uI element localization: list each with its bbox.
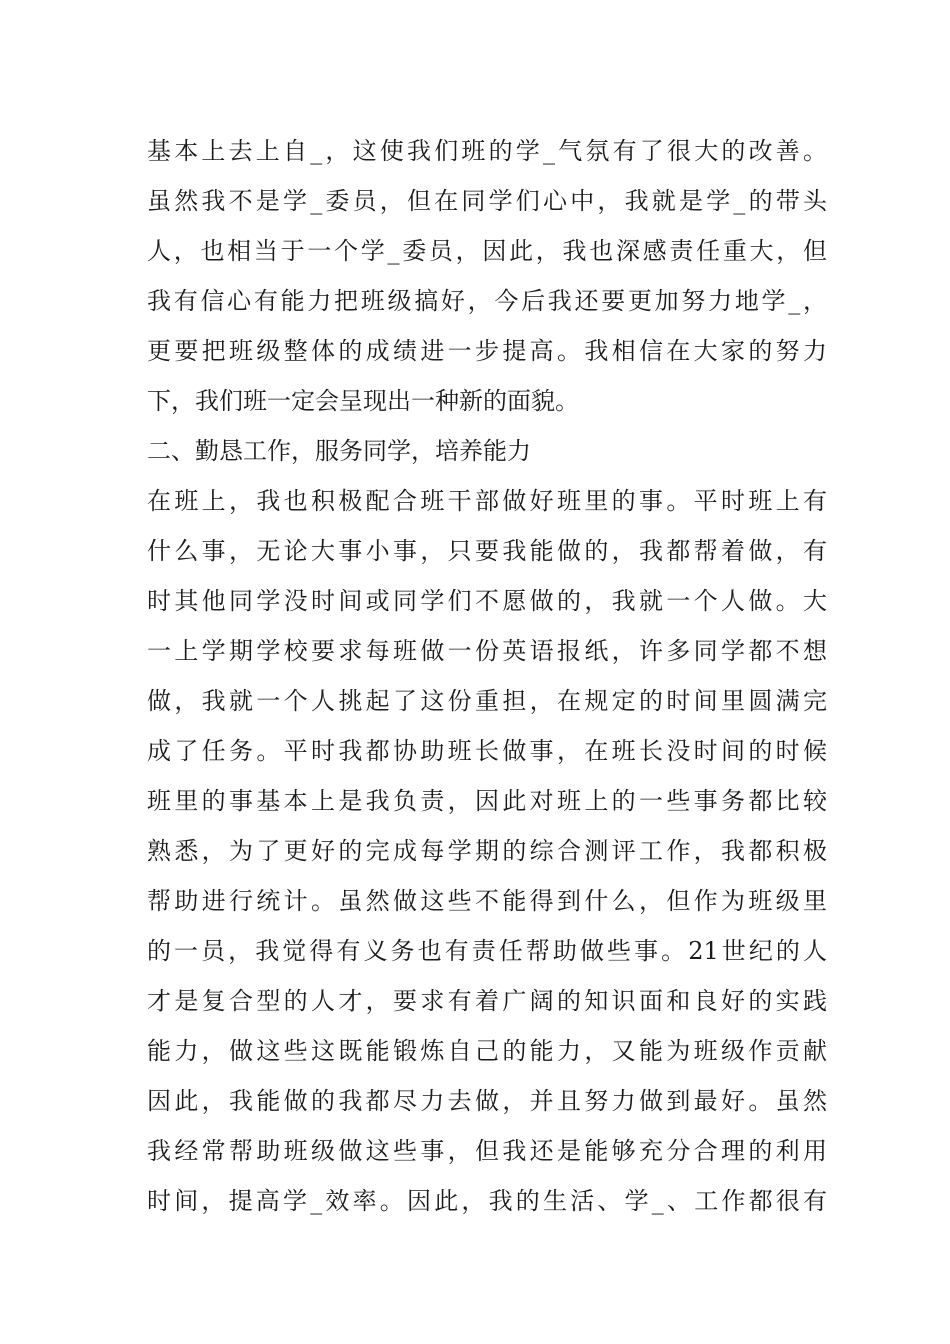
text-line: 下，我们班一定会呈现出一种新的面貌。 bbox=[147, 387, 579, 415]
text-line: 帮助进行统计。虽然做这些不能得到什么，但作为班级里 bbox=[147, 887, 827, 915]
text-line: 时间，提高学_效率。因此，我的生活、学_、工作都很有 bbox=[147, 1187, 827, 1215]
text-line: 基本上去上自_，这使我们班的学_气氛有了很大的改善。 bbox=[147, 137, 827, 165]
section-heading: 二、勤恳工作，服务同学，培养能力 bbox=[147, 437, 531, 465]
text-line: 的一员，我觉得有义务也有责任帮助做些事。21世纪的人 bbox=[147, 937, 827, 965]
paragraph-1 bbox=[147, 126, 827, 426]
text-line: 虽然我不是学_委员，但在同学们心中，我就是学_的带头 bbox=[147, 187, 827, 215]
text-line: 时其他同学没时间或同学们不愿做的，我就一个人做。大 bbox=[147, 587, 827, 615]
text-line: 能力，做这些这既能锻炼自己的能力，又能为班级作贡献 bbox=[147, 1037, 827, 1065]
text-line: 我有信心有能力把班级搞好，今后我还要更加努力地学_， bbox=[147, 287, 827, 315]
text-line: 因此，我能做的我都尽力去做，并且努力做到最好。虽然 bbox=[147, 1087, 827, 1115]
document-body bbox=[147, 126, 827, 1226]
text-line: 做，我就一个人挑起了这份重担，在规定的时间里圆满完 bbox=[147, 687, 827, 715]
text-line: 成了任务。平时我都协助班长做事，在班长没时间的时候 bbox=[147, 737, 827, 765]
text-line: 熟悉，为了更好的完成每学期的综合测评工作，我都积极 bbox=[147, 837, 827, 865]
text-line: 在班上，我也积极配合班干部做好班里的事。平时班上有 bbox=[147, 487, 827, 515]
text-line: 更要把班级整体的成绩进一步提高。我相信在大家的努力 bbox=[147, 337, 827, 365]
paragraph-2 bbox=[147, 476, 827, 1226]
text-line: 才是复合型的人才，要求有着广阔的知识面和良好的实践 bbox=[147, 987, 827, 1015]
text-line: 班里的事基本上是我负责，因此对班上的一些事务都比较 bbox=[147, 787, 827, 815]
text-line: 一上学期学校要求每班做一份英语报纸，许多同学都不想 bbox=[147, 637, 827, 665]
text-line: 我经常帮助班级做这些事，但我还是能够充分合理的利用 bbox=[147, 1137, 827, 1165]
text-line: 人，也相当于一个学_委员，因此，我也深感责任重大，但 bbox=[147, 237, 827, 265]
text-line: 什么事，无论大事小事，只要我能做的，我都帮着做，有 bbox=[147, 537, 827, 565]
